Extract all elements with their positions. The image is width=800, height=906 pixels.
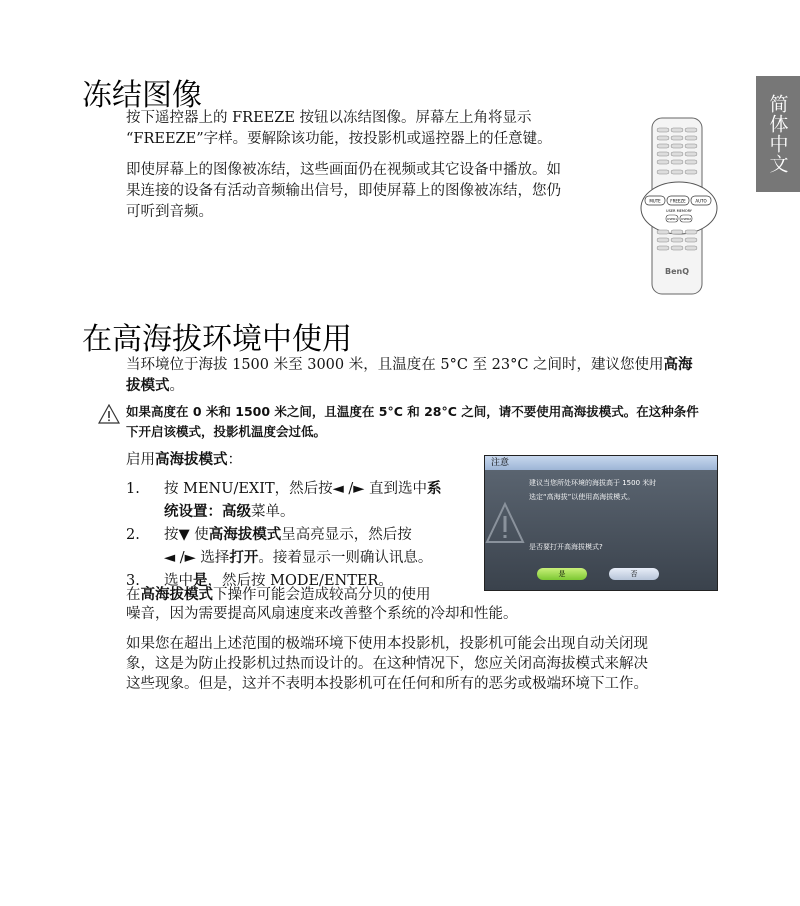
- steps-list: [126, 478, 476, 593]
- warning-icon: [98, 404, 120, 424]
- step-3: 3. 选中是，然后按 MODE/ENTER。: [126, 573, 393, 589]
- enable-heading: 启用高海拔模式：: [126, 452, 242, 468]
- altitude-warning: [98, 402, 718, 442]
- remote-brand-logo: BenQ: [664, 267, 690, 276]
- warning-text-line-2: 下开启该模式，投影机温度会过低。: [126, 424, 327, 439]
- remote-user-memory-label: USER MEMORY: [666, 209, 692, 213]
- dialog-no-button[interactable]: 否: [609, 568, 659, 580]
- dialog-question: 是否要打开高海拔模式?: [529, 543, 603, 551]
- language-tab: 简体中文: [756, 76, 800, 192]
- step-2: 2. 按▼ 使高海拔模式呈高亮显示，然后按 ◄ /► 选择打开。接着显示一则确认讯息。: [126, 527, 433, 566]
- warning-text-line-1: 如果高度在 0 米和 1500 米之间，且温度在 5°C 和 28°C 之间，请不要使用高海拔模式。在这种条件: [126, 404, 699, 419]
- freeze-section-title: 冻结图像: [82, 78, 202, 113]
- noise-paragraph: 在高海拔模式下操作可能会造成较高分贝的使用 噪音，因为需要提高风扇速度来改善整个系统的冷却和性能。: [126, 587, 518, 622]
- extreme-environment-paragraph: 如果您在超出上述范围的极端环境下使用本投影机，投影机可能会出现自动关闭现 象，这是为防止投影机过热而设计的。在这种情况下，您应关闭高海拔模式来解决 这些现象。但是，这并不表明本投影机可在任何和所有的恶劣或极端环境下工作。: [126, 636, 648, 692]
- dialog-message-line-1: 建议当您所处环境的海拔高于 1500 米时: [529, 479, 657, 487]
- high-altitude-dialog: [484, 455, 718, 591]
- step-1: 1. 按 MENU/EXIT，然后按◄ /► 直到选中系 统设置：高级菜单。: [126, 481, 442, 520]
- freeze-paragraph-2: 即使屏幕上的图像被冻结，这些画面仍在视频或其它设备中播放。如 果连接的设备有活动音频输出信号，即使屏幕上的图像被冻结，您仍 可听到音频。: [126, 162, 561, 220]
- dialog-title: 注意: [485, 456, 717, 470]
- freeze-paragraph-1: 按下遥控器上的 FREEZE 按钮以冻结图像。屏幕左上角将显示 “FREEZE”字样。要解除该功能，按投影机或遥控器上的任意键。: [126, 110, 552, 147]
- remote-user2-label: USER2: [681, 217, 691, 221]
- remote-auto-label: AUTO: [695, 198, 707, 204]
- dialog-yes-button[interactable]: 是: [537, 568, 587, 580]
- altitude-intro: 当环境位于海拔 1500 米至 3000 米，且温度在 5°C 至 23°C 之间时，建议您使用高海 拔模式。: [126, 357, 693, 394]
- altitude-section-title: 在高海拔环境中使用: [82, 322, 352, 357]
- dialog-warning-icon: [485, 500, 525, 546]
- remote-control-illustration: [640, 116, 718, 296]
- remote-mute-label: MUTE: [649, 198, 661, 204]
- remote-freeze-label: FREEZE: [670, 198, 686, 204]
- dialog-message-line-2: 选定“高海拔”以使用高海拔模式。: [529, 493, 635, 501]
- remote-user1-label: USER1: [667, 217, 677, 221]
